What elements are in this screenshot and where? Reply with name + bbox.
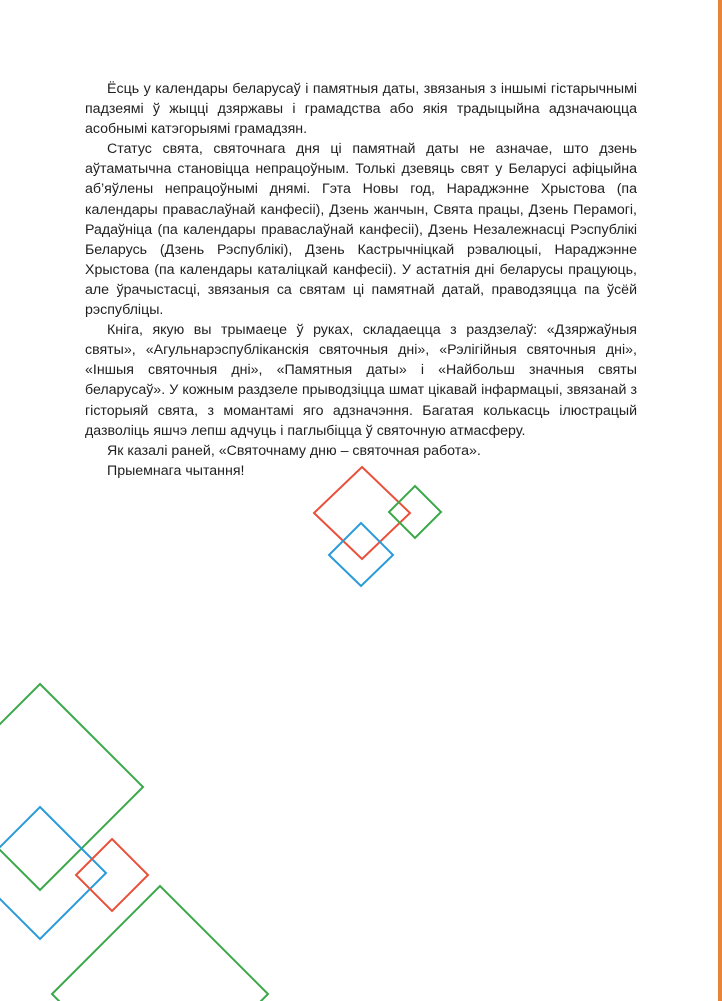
paragraph-5: Прыемнага чытання! [107, 462, 245, 479]
corner-green-bottom-diamond [52, 886, 268, 1001]
corner-red-diamond [76, 839, 148, 911]
paragraph-1: Ёсць у календары беларусаў і памятныя даты, звязаныя з іншымі гістарычнымі падзеямі ў жыцці дзяржавы і грамадства або якія традыцыйна адзначаюцца асобнымі катэгорыямі грамадзян. [85, 81, 637, 138]
corner-green-large-diamond [0, 684, 143, 890]
paragraph-2: Статус свята, святочнага дня ці памятнай даты не азначае, што дзень аўтаматычна становіцца непрацоўным. Толькі дзевяць свят у Беларусі афіцыйна аб’яўлены непрацоўнымі днямі. Гэта Новы год, Нараджэнне Хрыстова (па календары праваслаўнай канфесіі), Дзень жанчын, Свята працы, Дзень Перамогі, Радаўніца (па календары праваслаўнай канфесіі), Дзень Незалежнасці Рэспублікі Беларусь (Дзень Рэспублікі), Дзень Кастрычніцкай рэвалюцыі, Нараджэнне Хрыстова (па календары каталіцкай канфесіі). У астатнія дні беларусы працуюць, але ўрачыстасці, звязаныя са святам ці памятнай датай, праводзяцца па ўсёй рэспубліцы. [85, 141, 637, 319]
center-green-diamond [389, 486, 441, 538]
paragraph-3: Кніга, якую вы трымаеце ў руках, складаецца з раздзелаў: «Дзяржаўныя святы», «Агульнарэспубліканскія святочныя дні», «Рэлігійныя святочныя дні», «Іншыя святочныя дні», «Памятныя даты» і «Найбольш значныя святы беларусаў». У кожным раздзеле прыводзіцца шмат цікавай інфармацыі, звязанай з гісторыяй свята, з момантамі яго адзначэння. Багатая колькасць ілюстрацый дазволіць яшчэ лепш адчуць і паглыбіцца ў святочную атмасферу. [85, 322, 637, 439]
corner-blue-diamond [0, 807, 106, 939]
center-blue-diamond [329, 523, 393, 586]
center-red-diamond [314, 467, 410, 559]
paragraph-4: Як казалі раней, «Святочнаму дню – святочная работа». [107, 442, 481, 459]
